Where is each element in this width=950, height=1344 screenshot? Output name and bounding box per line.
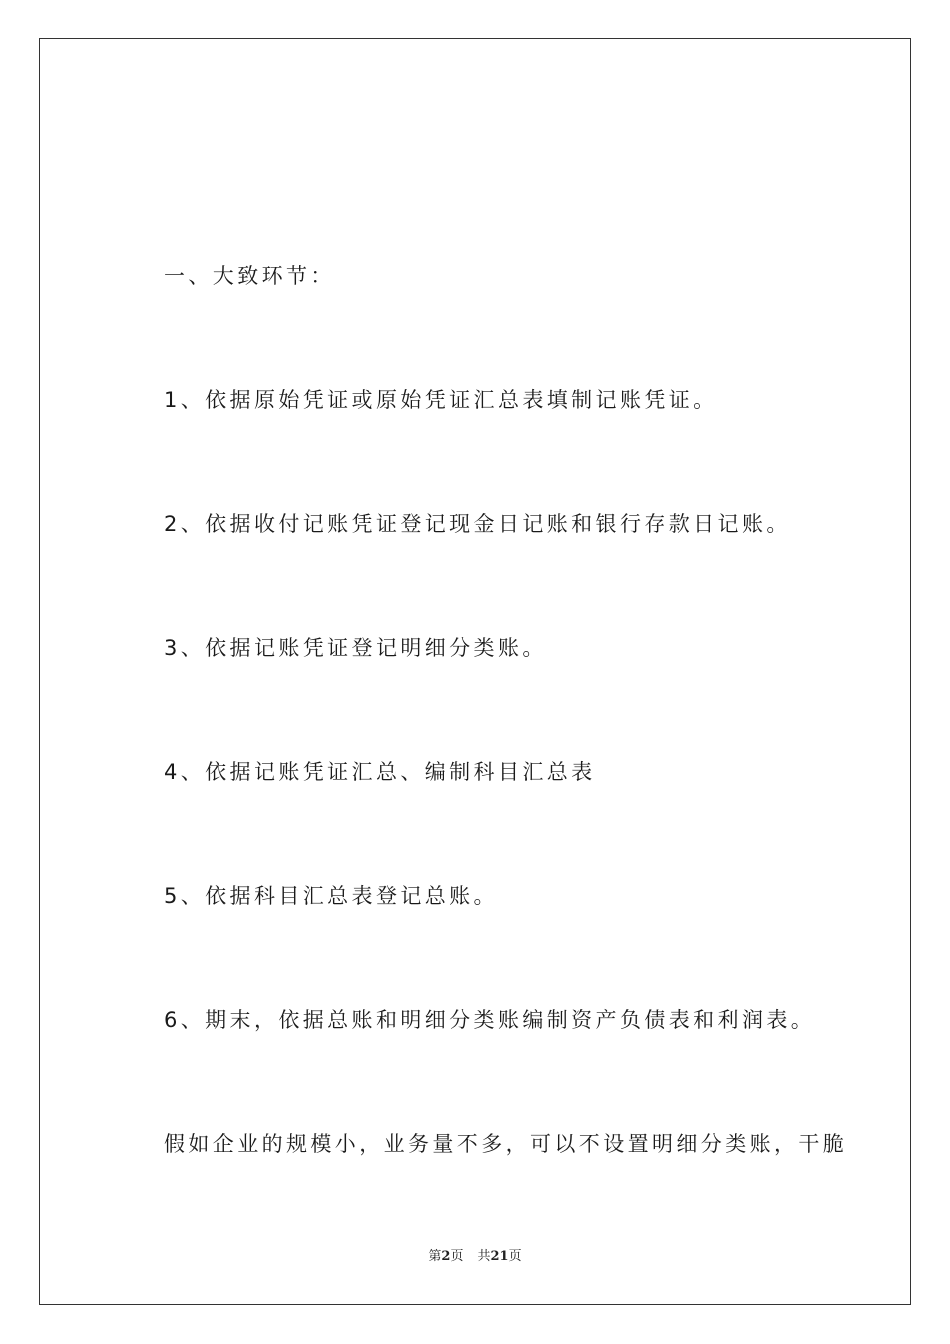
step-5-text: 5、依据科目汇总表登记总账。: [164, 884, 498, 908]
body-paragraph: 假如企业的规模小，业务量不多，可以不设置明细分类账，干脆: [164, 1132, 848, 1156]
page-prefix: 第: [428, 1249, 442, 1264]
step-2-text: 2、依据收付记账凭证登记现金日记账和银行存款日记账。: [164, 512, 791, 536]
step-1-text: 1、依据原始凭证或原始凭证汇总表填制记账凭证。: [164, 388, 718, 412]
page-footer: [0, 1245, 950, 1264]
page-number: 2: [441, 1249, 451, 1264]
step-4-text: 4、依据记账凭证汇总、编制科目汇总表: [164, 760, 596, 784]
section-heading: 一、大致环节：: [164, 264, 335, 288]
total-prefix: 共: [477, 1249, 491, 1264]
step-6-text: 6、期末，依据总账和明细分类账编制资产负债表和利润表。: [164, 1008, 816, 1032]
page-suffix: 页: [450, 1249, 464, 1264]
total-pages: 21: [490, 1249, 509, 1264]
total-suffix: 页: [508, 1249, 522, 1264]
page-border: [39, 38, 911, 1305]
step-3-text: 3、依据记账凭证登记明细分类账。: [164, 636, 547, 660]
